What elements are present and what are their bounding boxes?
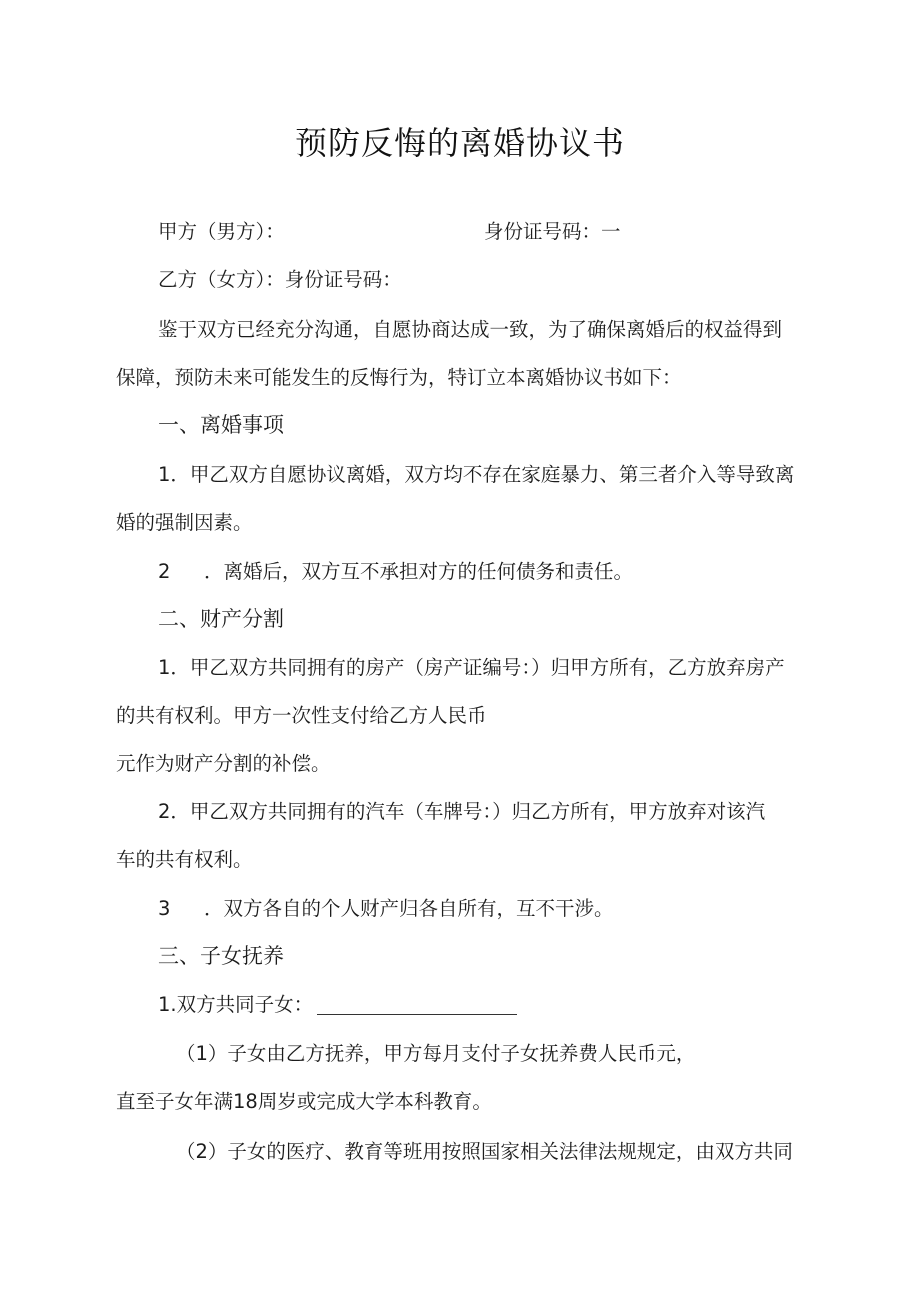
section-2-item-3-number: 3 — [158, 897, 171, 920]
section-1-item-2-text: ．离婚后，双方互不承担对方的任何债务和责任。 — [204, 560, 634, 583]
section-1-item-2-number: 2 — [158, 560, 171, 583]
section-2-item-2-line-2: 车的共有权利。 — [116, 848, 253, 871]
section-2-heading: 二、财产分割 — [158, 607, 284, 631]
section-1-item-1-line-1: 1．甲乙双方自愿协议离婚，双方均不存在家庭暴力、第三者介入等导致离 — [158, 463, 795, 486]
section-3-sub-1-line-2: 直至子女年满18周岁或完成大学本科教育。 — [116, 1090, 492, 1113]
children-name-blank — [317, 1013, 517, 1015]
party-b-line: 乙方（女方）：身份证号码： — [158, 268, 402, 291]
section-1-heading: 一、离婚事项 — [158, 413, 284, 437]
section-3-item-1-label: 1.双方共同子女： — [158, 993, 314, 1016]
preamble-line-1: 鉴于双方已经充分沟通，自愿协商达成一致，为了确保离婚后的权益得到 — [158, 318, 783, 341]
section-2-item-2-line-1: 2．甲乙双方共同拥有的汽车（车牌号：）归乙方所有，甲方放弃对该汽 — [158, 800, 766, 823]
section-3-sub-2-line-1: （2）子女的医疗、教育等班用按照国家相关法律法规规定，由双方共同 — [176, 1140, 793, 1163]
party-a-id-label: 身份证号码：一 — [484, 220, 621, 243]
section-1-item-1-line-2: 婚的强制因素。 — [116, 511, 253, 534]
section-2-item-3-text: ．双方各自的个人财产归各自所有，互不干涉。 — [204, 897, 614, 920]
section-3-item-1 — [158, 995, 517, 1015]
preamble-line-2: 保障，预防未来可能发生的反悔行为，特订立本离婚协议书如下： — [116, 366, 682, 389]
section-2-item-1-line-1: 1．甲乙双方共同拥有的房产（房产证编号：）归甲方所有，乙方放弃房产 — [158, 656, 785, 679]
section-2-item-1-line-3: 元作为财产分割的补偿。 — [116, 752, 331, 775]
section-3-heading: 三、子女抚养 — [158, 944, 284, 968]
document-title: 预防反悔的离婚协议书 — [294, 124, 625, 162]
section-3-sub-1-line-1: （1）子女由乙方抚养，甲方每月支付子女抚养费人民币元， — [176, 1042, 696, 1065]
section-2-item-1-line-2: 的共有权利。甲方一次性支付给乙方人民币 — [116, 704, 487, 727]
party-a-label: 甲方（男方）： — [158, 220, 285, 243]
